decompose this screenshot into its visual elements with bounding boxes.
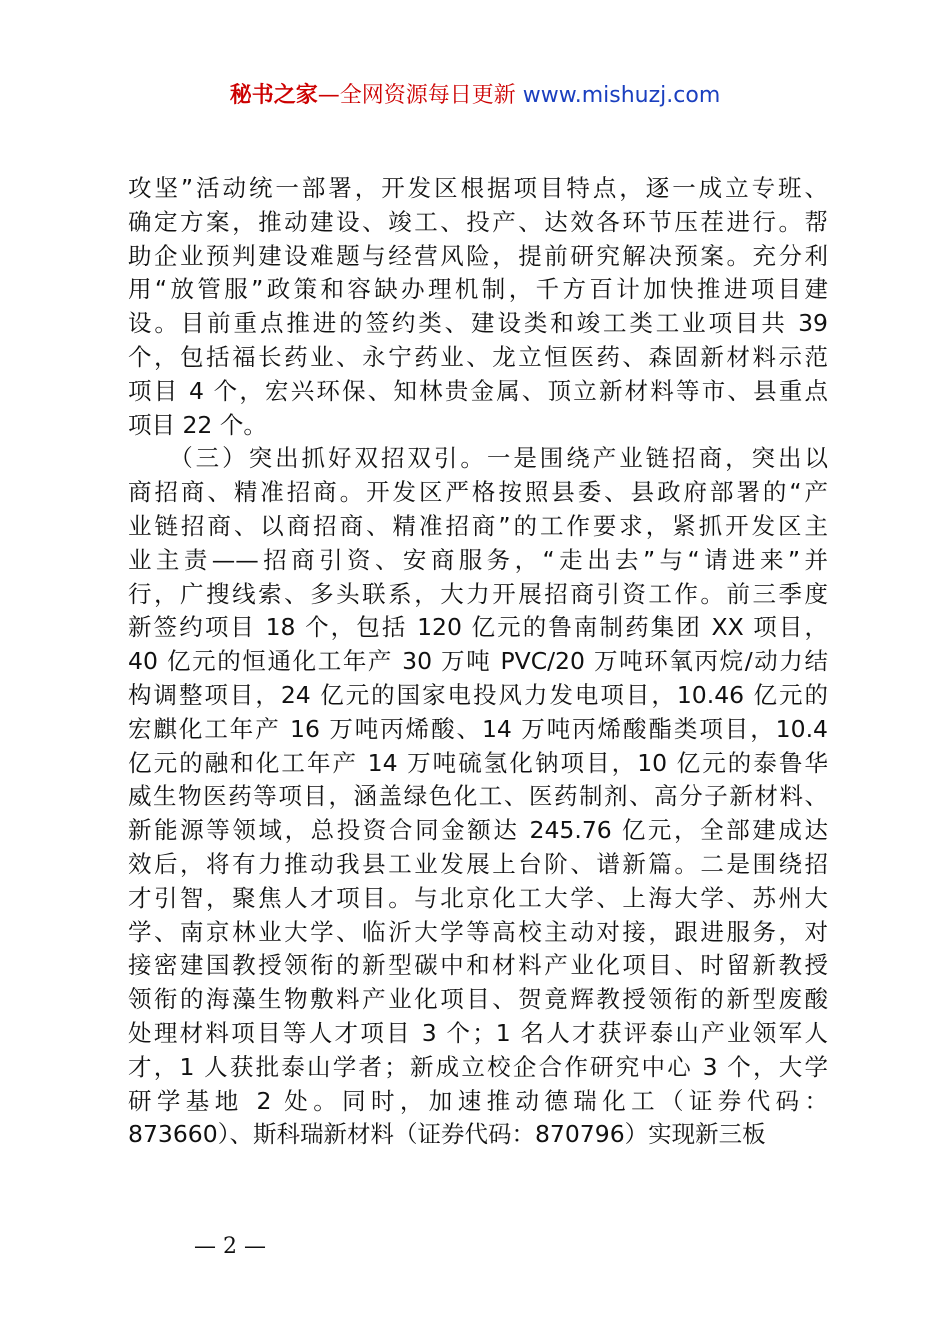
body-line: 领衔的海藻生物敷料产业化项目、贺竟辉教授领衔的新型废酸 [128,985,828,1014]
body-line: 学、南京林业大学、临沂大学等高校主动对接，跟进服务，对 [128,917,828,946]
body-line: 构调整项目，24 亿元的国家电投风力发电项目，10.46 亿元的 [128,680,828,709]
body-line: 威生物医药等项目，涵盖绿色化工、医药制剂、高分子新材料、 [128,782,828,811]
body-line: （三）突出抓好双招双引。一是围绕产业链招商，突出以 [128,444,828,473]
body-line: 攻坚”活动统一部署，开发区根据项目特点，逐一成立专班、 [128,174,828,202]
body-line: 研学基地 2 处。同时，加速推动德瑞化工（证券代码： [128,1086,828,1115]
body-line: 才引智，聚焦人才项目。与北京化工大学、上海大学、苏州大 [128,883,828,912]
body-line: 设。目前重点推进的签约类、建设类和竣工类工业项目共 39 [128,309,828,338]
body-line: 个，包括福长药业、永宁药业、龙立恒医药、森固新材料示范 [128,342,828,371]
body-line: 确定方案，推动建设、竣工、投产、达效各环节压茬进行。帮 [128,207,828,236]
body-line: 商招商、精准招商。开发区严格按照县委、县政府部署的“产 [128,478,828,507]
site-header [0,80,950,112]
site-url-link[interactable]: www.mishuzj.com [522,83,721,108]
body-line: 40 亿元的恒通化工年产 30 万吨 PVC/20 万吨环氧丙烷/动力结 [128,647,828,676]
body-line: 效后，将有力推动我县工业发展上台阶、谱新篇。二是围绕招 [128,849,828,878]
body-line: 业链招商、以商招商、精准招商”的工作要求，紧抓开发区主 [128,511,828,540]
body-line: 行，广搜线索、多头联系，大力开展招商引资工作。前三季度 [128,579,828,608]
site-tagline: —全网资源每日更新 [317,83,523,108]
document-body [128,172,828,1152]
body-line: 873660）、斯科瑞新材料（证券代码：870796）实现新三板 [128,1120,766,1149]
body-line: 业主责——招商引资、安商服务，“走出去”与“请进来”并 [128,545,828,574]
body-line: 项目 4 个，宏兴环保、知林贵金属、顶立新材料等市、县重点 [128,376,828,405]
body-line: 处理材料项目等人才项目 3 个；1 名人才获评泰山产业领军人 [128,1018,828,1047]
body-line: 才，1 人获批泰山学者；新成立校企合作研究中心 3 个，大学 [128,1052,828,1081]
page-number: — 2 — [194,1234,266,1259]
body-line: 新签约项目 18 个，包括 120 亿元的鲁南制药集团 XX 项目， [128,613,828,642]
body-line: 新能源等领域，总投资合同金额达 245.76 亿元，全部建成达 [128,816,828,845]
body-line: 宏麒化工年产 16 万吨丙烯酸、14 万吨丙烯酸酯类项目，10.4 [128,714,828,743]
body-line: 助企业预判建设难题与经营风险，提前研究解决预案。充分利 [128,241,828,270]
body-line: 用“放管服”政策和容缺办理机制，千方百计加快推进项目建 [128,275,828,304]
body-line: 项目 22 个。 [128,410,267,439]
body-line: 亿元的融和化工年产 14 万吨硫氢化钠项目，10 亿元的泰鲁华 [128,748,828,777]
site-brand: 秘书之家 [229,83,318,108]
body-line: 接密建国教授领衔的新型碳中和材料产业化项目、时留新教授 [128,951,828,980]
